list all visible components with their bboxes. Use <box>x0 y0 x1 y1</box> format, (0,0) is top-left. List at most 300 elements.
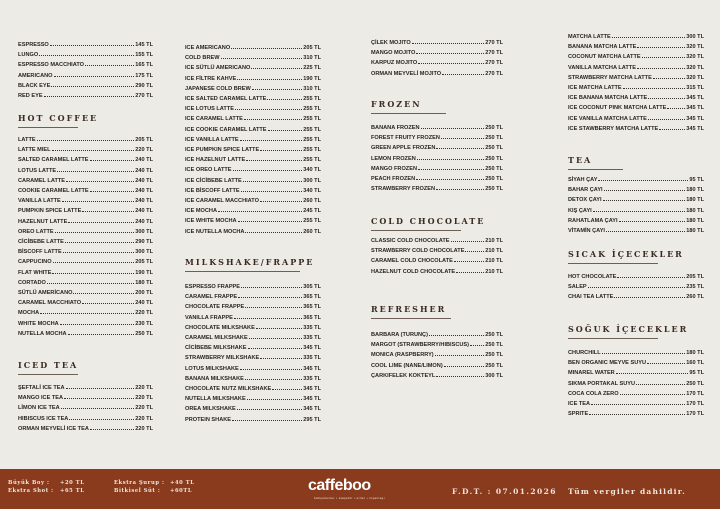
menu-item-price: 190 TL <box>135 269 153 276</box>
menu-item-price: 210 TL <box>485 248 503 255</box>
menu-item <box>18 317 153 327</box>
menu-item-name: ÇİLEK MOJITO <box>371 40 411 46</box>
menu-item-name: CARAMEL COLD CHOCOLATE <box>371 258 453 265</box>
menu-item-name: ŞEFTALİ ICE TEA <box>18 385 65 391</box>
dot-leader <box>237 79 302 80</box>
menu-item-price: 220 TL <box>135 310 153 317</box>
menu-item-price: 340 TL <box>303 187 321 194</box>
menu-item <box>371 254 503 264</box>
menu-item-name: MONICA (RASPBERRY) <box>371 352 434 359</box>
dot-leader <box>623 88 686 89</box>
dot-leader <box>68 334 135 335</box>
menu-item-price: 295 TL <box>303 416 321 423</box>
menu-item <box>185 123 321 133</box>
menu-item-price: 270 TL <box>135 93 153 99</box>
dot-leader <box>272 389 302 390</box>
menu-item <box>185 402 321 412</box>
menu-item-name: STRAWBERRY MILKSHAKE <box>185 355 260 362</box>
menu-item-price: 220 TL <box>135 385 153 391</box>
menu-item-name: FOREST FRUITY FROZEN <box>371 135 440 142</box>
dot-leader <box>256 328 302 329</box>
dot-leader <box>606 231 685 232</box>
menu-item-name: ICE PUMPKIN SPICE LATTE <box>185 147 260 153</box>
menu-item <box>185 51 321 61</box>
menu-item-name: ESPRESSO MACCHIATO <box>18 62 84 69</box>
menu-item-price: 290 TL <box>135 82 153 89</box>
menu-item-price: 220 TL <box>135 395 153 402</box>
menu-item <box>185 112 321 122</box>
menu-item <box>568 407 704 417</box>
menu-item-name: LATTE MIEL <box>18 147 51 154</box>
menu-item-name: LOTUS MILKSHAKE <box>185 365 239 372</box>
menu-item-name: OREO LATTE <box>18 228 54 235</box>
menu-item <box>18 69 153 79</box>
menu-item-price: 205 TL <box>135 137 153 143</box>
dot-leader <box>221 58 303 59</box>
menu-item-price: 250 TL <box>485 135 503 142</box>
section-title: ICED TEA <box>18 360 79 370</box>
dot-leader <box>39 55 134 56</box>
menu-item <box>185 331 321 341</box>
dot-leader <box>85 65 134 66</box>
menu-item-name: MANGO ICE TEA <box>18 395 64 402</box>
menu-item <box>371 359 503 369</box>
menu-item-price: 245 TL <box>303 208 321 215</box>
section-title: COLD CHOCOLATE <box>371 216 486 226</box>
footer-extra-large-value: +20 TL <box>60 480 85 486</box>
footer-extra-syrup-value: +40 TL <box>170 480 195 486</box>
dot-leader <box>52 273 134 274</box>
dot-leader <box>456 272 484 273</box>
dot-leader <box>418 169 484 170</box>
menu-item-price: 205 TL <box>686 274 704 280</box>
menu-item-name: CAPPUCINO <box>18 259 52 266</box>
menu-item-price: 205 TL <box>135 259 153 266</box>
menu-item-name: DETOX ÇAYI <box>568 197 602 204</box>
dot-leader <box>232 420 302 421</box>
menu-item <box>568 101 704 111</box>
menu-item <box>185 280 321 290</box>
dot-leader <box>69 419 134 420</box>
dot-leader <box>267 99 302 100</box>
dot-leader <box>616 373 689 374</box>
menu-item-name: ESPRESSO <box>18 42 49 48</box>
menu-item-price: 270 TL <box>485 60 503 67</box>
menu-item <box>18 194 153 204</box>
menu-item-name: HAZELNUT COLD CHOCOLATE <box>371 268 456 275</box>
dot-leader <box>57 171 134 172</box>
tax-note: Tüm vergiler dahildir. <box>568 487 686 496</box>
menu-item <box>371 46 503 56</box>
menu-item-price: 255 TL <box>303 106 321 113</box>
menu-item-price: 310 TL <box>303 55 321 62</box>
dot-leader <box>441 138 484 139</box>
menu-item <box>185 102 321 112</box>
menu-item-name: KIŞ ÇAYI <box>568 207 592 214</box>
menu-item-name: ICE LOTUS LATTE <box>185 106 234 113</box>
footer-bar <box>0 469 720 509</box>
menu-item <box>18 38 153 48</box>
dot-leader <box>63 252 135 253</box>
dot-leader <box>602 353 686 354</box>
menu-item <box>568 290 704 300</box>
menu-item-name: ICE VANILLA MATCHA LATTE <box>568 115 647 122</box>
dot-leader <box>416 53 484 54</box>
menu-item <box>18 215 153 225</box>
menu-item <box>18 174 153 184</box>
dot-leader <box>454 261 484 262</box>
menu-item-price: 345 TL <box>686 125 704 132</box>
menu-item-name: BARBARA (TURUNÇ) <box>371 332 428 338</box>
menu-item-name: MARGOT (STRAWBERRY/HIBISCUS) <box>371 342 469 349</box>
menu-item-price: 255 TL <box>303 96 321 102</box>
section-divider <box>371 113 446 114</box>
dot-leader <box>64 398 134 399</box>
dot-leader <box>470 345 484 346</box>
menu-item-price: 180 TL <box>686 197 704 204</box>
menu-item-name: CARAMEL FRAPPE <box>185 294 238 301</box>
menu-item-name: PEACH FROZEN <box>371 176 416 182</box>
menu-item-price: 345 TL <box>686 105 704 112</box>
menu-item-price: 240 TL <box>135 188 153 194</box>
dot-leader <box>418 63 484 64</box>
menu-item <box>185 321 321 331</box>
dot-leader <box>73 293 134 294</box>
menu-item-name: CHOCOLATE NUTZ MILKSHAKE <box>185 386 272 392</box>
menu-item-price: 300 TL <box>303 177 321 184</box>
menu-item-price: 345 TL <box>303 365 321 372</box>
menu-item <box>18 255 153 265</box>
dot-leader <box>667 108 685 109</box>
menu-item <box>568 193 704 203</box>
dot-leader <box>66 181 134 182</box>
menu-item-price: 155 TL <box>135 52 153 59</box>
dot-leader <box>52 150 135 151</box>
menu-item-price: 270 TL <box>485 50 503 57</box>
menu-item-name: NUTELLA MILKSHAKE <box>185 396 246 403</box>
menu-item-name: ICE COCONUT PINK MATCHA LATTE <box>568 105 667 112</box>
menu-item-price: 270 TL <box>485 70 503 77</box>
dot-leader <box>268 130 303 131</box>
menu-item-price: 255 TL <box>303 136 321 143</box>
menu-item-price: 250 TL <box>485 125 503 131</box>
dot-leader <box>66 388 135 389</box>
menu-item <box>371 152 503 162</box>
dot-leader <box>37 140 135 141</box>
menu-item <box>18 276 153 286</box>
menu-item <box>185 41 321 51</box>
dot-leader <box>442 74 484 75</box>
menu-item-name: ICE FİLTRE KAHVE <box>185 75 237 82</box>
menu-item <box>18 204 153 214</box>
menu-item-name: PUMPKIN SPICE LATTE <box>18 208 82 215</box>
menu-item <box>185 72 321 82</box>
menu-item-name: VANILLA LATTE <box>18 198 61 205</box>
dot-leader <box>54 76 135 77</box>
menu-item-price: 250 TL <box>485 155 503 162</box>
menu-item <box>185 311 321 321</box>
menu-item <box>568 112 704 122</box>
dot-leader <box>617 277 685 278</box>
menu-item-price: 310 TL <box>303 85 321 92</box>
menu-item-price: 365 TL <box>303 294 321 301</box>
menu-item-price: 225 TL <box>303 65 321 72</box>
menu-item-name: VANILLA MATCHA LATTE <box>568 64 636 71</box>
menu-item-price: 200 TL <box>135 290 153 296</box>
dot-leader <box>637 47 685 48</box>
menu-item-name: ICE HAZELNUT LATTE <box>185 157 246 164</box>
menu-item-name: MOCHA <box>18 310 40 317</box>
menu-item-price: 180 TL <box>686 217 704 224</box>
dot-leader <box>612 37 685 38</box>
menu-item-name: ICE AMERICANO <box>185 45 231 51</box>
dot-leader <box>44 96 135 97</box>
menu-item-price: 220 TL <box>135 405 153 412</box>
dot-leader <box>421 128 485 129</box>
menu-item-price: 210 TL <box>485 268 503 275</box>
dot-leader <box>231 48 302 49</box>
menu-item <box>185 300 321 310</box>
menu-item-name: GREEN APPLE FROZEN <box>371 145 436 152</box>
menu-item <box>18 296 153 306</box>
menu-item-price: 95 TL <box>689 370 704 377</box>
menu-item-name: CARAMEL LATTE <box>18 177 66 184</box>
menu-item-price: 250 TL <box>485 176 503 182</box>
section-divider <box>371 318 451 319</box>
menu-item-price: 255 TL <box>303 218 321 225</box>
menu-item-price: 345 TL <box>303 406 321 413</box>
menu-item-name: ESPRESSO FRAPPE <box>185 284 241 290</box>
menu-item <box>18 225 153 235</box>
menu-item <box>371 328 503 338</box>
menu-item <box>371 172 503 182</box>
menu-item-price: 260 TL <box>303 228 321 235</box>
menu-item <box>185 214 321 224</box>
menu-item <box>568 356 704 366</box>
menu-item <box>185 413 321 423</box>
menu-item-price: 335 TL <box>303 335 321 341</box>
menu-item-name: SPRITE <box>568 411 589 418</box>
dot-leader <box>62 201 134 202</box>
menu-item-price: 250 TL <box>485 186 503 193</box>
menu-item <box>18 422 153 432</box>
menu-item-name: CARAMEL MILKSHAKE <box>185 335 248 341</box>
dot-leader <box>429 335 484 336</box>
menu-item-name: LOTUS LATTE <box>18 167 57 174</box>
menu-item-price: 320 TL <box>686 54 704 61</box>
dot-leader <box>65 242 134 243</box>
menu-item <box>185 372 321 382</box>
dot-leader <box>243 181 302 182</box>
menu-item-price: 205 TL <box>303 45 321 51</box>
menu-item-name: BİSCOFF LATTE <box>18 249 62 256</box>
menu-item <box>371 182 503 192</box>
menu-item-price: 345 TL <box>686 95 704 102</box>
dot-leader <box>636 384 685 385</box>
menu-item-name: RED EYE <box>18 93 43 99</box>
menu-item <box>185 194 321 204</box>
menu-item-name: ICE BANANA MATCHA LATTE <box>568 95 648 102</box>
menu-item <box>371 141 503 151</box>
dot-leader <box>589 414 685 415</box>
menu-item-name: ICE VANILLA LATTE <box>185 136 239 143</box>
dot-leader <box>252 89 302 90</box>
dot-leader <box>248 348 303 349</box>
menu-item-price: 210 TL <box>485 258 503 265</box>
dot-leader <box>653 78 685 79</box>
menu-item-price: 165 TL <box>135 62 153 69</box>
menu-item-price: 255 TL <box>303 116 321 123</box>
menu-item <box>18 391 153 401</box>
menu-item-price: 305 TL <box>303 284 321 290</box>
menu-item-name: ICE COOKIE CARAMEL LATTE <box>185 126 267 133</box>
dot-leader <box>435 355 485 356</box>
menu-item <box>568 81 704 91</box>
menu-item-price: 170 TL <box>686 411 704 418</box>
menu-item <box>18 48 153 58</box>
dot-leader <box>648 119 685 120</box>
dot-leader <box>436 148 484 149</box>
menu-item-name: COLD BREW <box>185 55 220 62</box>
menu-item-name: STRAWBERRY FROZEN <box>371 186 436 193</box>
menu-item-price: 255 TL <box>303 157 321 164</box>
menu-item-price: 180 TL <box>135 279 153 286</box>
footer-plant-milk-value: +60TL <box>170 488 193 494</box>
menu-item <box>185 163 321 173</box>
menu-item <box>371 265 503 275</box>
menu-item <box>568 214 704 224</box>
menu-item-price: 250 TL <box>485 145 503 152</box>
menu-item-price: 240 TL <box>135 218 153 225</box>
menu-item-name: HAZELNUT LATTE <box>18 218 68 225</box>
menu-item-price: 365 TL <box>303 304 321 311</box>
menu-item <box>568 173 704 183</box>
menu-item-price: 345 TL <box>303 386 321 392</box>
dot-leader <box>593 211 686 212</box>
menu-item-name: KARPUZ MOJITO <box>371 60 418 67</box>
section-divider <box>371 230 461 231</box>
menu-item-price: 320 TL <box>686 64 704 71</box>
menu-item-name: ÇARKIFELEK KOKTEYL <box>371 372 436 379</box>
menu-item-price: 340 TL <box>303 167 321 174</box>
dot-leader <box>247 399 303 400</box>
menu-item-price: 335 TL <box>303 355 321 362</box>
menu-item <box>18 79 153 89</box>
dot-leader <box>619 221 686 222</box>
dot-leader <box>614 297 685 298</box>
menu-item <box>568 397 704 407</box>
menu-item <box>568 204 704 214</box>
menu-item-name: ICE SALTED CARAMEL LATTE <box>185 96 267 102</box>
menu-item-price: 335 TL <box>303 375 321 382</box>
dot-leader <box>82 303 134 304</box>
menu-item <box>568 71 704 81</box>
dot-leader <box>591 404 685 405</box>
section-title: REFRESHER <box>371 304 447 314</box>
dot-leader <box>246 160 302 161</box>
dot-leader <box>251 68 302 69</box>
menu-item-name: ICE STAWBERRY MATCHA LATTE <box>568 125 659 132</box>
dot-leader <box>416 179 484 180</box>
menu-item-price: 240 TL <box>135 167 153 174</box>
menu-item-name: LEMON FROZEN <box>371 155 416 162</box>
menu-item <box>185 133 321 143</box>
dot-leader <box>260 201 302 202</box>
menu-item-price: 270 TL <box>485 40 503 46</box>
dot-leader <box>235 109 302 110</box>
menu-item-name: ICE SÜTLÜ AMERICANO <box>185 65 251 72</box>
menu-item <box>568 387 704 397</box>
menu-item-name: ICE CARAMEL MACCHIATO <box>185 198 259 204</box>
dot-leader <box>245 232 302 233</box>
menu-item <box>568 280 704 290</box>
menu-item <box>18 306 153 316</box>
menu-item <box>371 131 503 141</box>
menu-item-price: 240 TL <box>135 198 153 205</box>
dot-leader <box>245 379 302 380</box>
dot-leader <box>90 160 135 161</box>
dot-leader <box>55 232 135 233</box>
menu-item-name: LUNGO <box>18 52 39 59</box>
dot-leader <box>50 45 134 46</box>
dot-leader <box>412 43 485 44</box>
menu-item-name: LATTE <box>18 137 36 143</box>
menu-item <box>568 183 704 193</box>
menu-item-price: 320 TL <box>686 44 704 51</box>
menu-item-name: CİCİBEBE LATTE <box>18 239 64 245</box>
menu-item <box>18 153 153 163</box>
dot-leader <box>53 262 135 263</box>
menu-item-name: BEN ORGANIC MEYVE SUYU <box>568 360 647 367</box>
menu-item <box>185 92 321 102</box>
section-title: SICAK İÇECEKLER <box>568 249 684 259</box>
price-date: F.D.T. : 07.01.2026 <box>452 487 557 496</box>
menu-item <box>185 382 321 392</box>
menu-item <box>18 89 153 99</box>
menu-item-name: CARAMEL MACCHIATO <box>18 300 82 307</box>
section-divider <box>18 127 78 128</box>
dot-leader <box>234 318 302 319</box>
menu-item <box>568 377 704 387</box>
dot-leader <box>436 376 484 377</box>
menu-item <box>568 50 704 60</box>
menu-item-name: JAPANESE COLD BREW <box>185 85 251 92</box>
menu-item-name: BANANA MILKSHAKE <box>185 375 244 382</box>
dot-leader <box>60 324 135 325</box>
dot-leader <box>417 159 485 160</box>
menu-item-name: ICE TEA <box>568 401 591 407</box>
menu-item-name: CHAI TEA LATTE <box>568 294 614 301</box>
menu-item <box>18 143 153 153</box>
menu-item-name: CİCİBEBE MILKSHAKE <box>185 345 247 352</box>
section-title: TEA <box>568 155 593 165</box>
menu-item-name: STRAWBERRY MATCHA LATTE <box>568 74 652 81</box>
menu-item <box>18 184 153 194</box>
menu-item-price: 220 TL <box>135 425 153 432</box>
menu-item <box>371 162 503 172</box>
menu-item-name: ICE MOCHA <box>185 208 218 215</box>
dot-leader <box>659 129 685 130</box>
menu-item-price: 180 TL <box>686 187 704 194</box>
menu-item-price: 240 TL <box>135 300 153 307</box>
menu-item-price: 320 TL <box>686 74 704 81</box>
menu-item-price: 250 TL <box>686 380 704 387</box>
menu-item <box>18 164 153 174</box>
dot-leader <box>648 98 685 99</box>
menu-item-price: 315 TL <box>686 85 704 91</box>
menu-item-name: CLASSIC COLD CHOCOLATE <box>371 238 450 244</box>
menu-item <box>185 392 321 402</box>
